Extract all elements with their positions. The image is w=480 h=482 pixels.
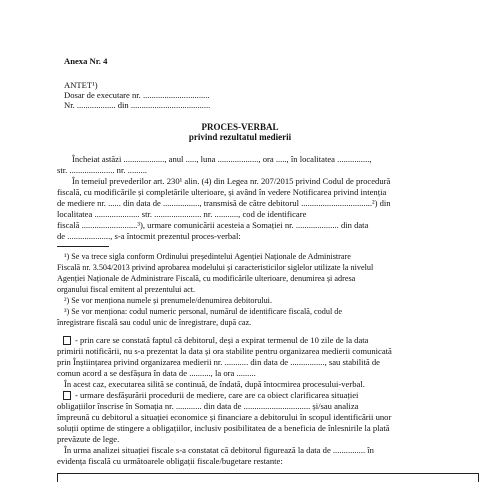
obligations-table	[57, 473, 479, 482]
footnote-line: ³) Se vor menționa: codul numeric personal, numărul de identificare fiscală, codul de	[64, 307, 343, 316]
annex-label: Anexa Nr. 4	[64, 56, 108, 66]
body-line: de ...................., s-a întocmit prezentul proces-verbal:	[57, 231, 241, 241]
body-line: str. ..................... nr. .........	[57, 165, 147, 175]
dosar-line: Dosar de executare nr. ...............................	[64, 90, 210, 100]
option-line: comun acord a se desfășura în data de .........., la ora .........	[57, 368, 256, 378]
footnote-line: ²) Se vor menționa numele și prenumele/denumirea debitorului.	[64, 296, 272, 305]
footnote-line: înregistrare fiscală sau codul unic de înregistrare, după caz.	[57, 318, 252, 327]
option-line: prevăzute de lege.	[57, 434, 120, 444]
option-line: primirii notificării, nu s-a prezentat la data și ora stabilite pentru organizarea medierii comunicată	[57, 346, 392, 356]
option-line: În urma analizei situației fiscale s-a constatat că debitorul figurează la data de ............... în	[64, 445, 374, 455]
body-line: În temeiul prevederilor art. 230¹ alin. (4) din Legea nr. 207/2015 privind Codul de procedură	[72, 176, 391, 186]
footnote-line: organului fiscal emitent al prezentului act.	[57, 285, 196, 294]
option-line: În acest caz, executarea silită se continuă, de îndată, după întocmirea procesului-verbal.	[64, 379, 365, 389]
option-line: - prin care se constată faptul că debitorul, deși a expirat termenul de 10 zile de la data	[75, 335, 369, 345]
antet-label: ANTET¹)	[64, 80, 98, 90]
footnote-line: ¹) Se va trece sigla conform Ordinului președintelui Agenției Naționale de Administrare	[64, 252, 351, 261]
option-checkbox[interactable]	[63, 336, 71, 345]
body-line: fiscală, cu modificările și completările ulterioare, și având în vedere Notificarea privind intenția	[57, 187, 387, 197]
option-line: prin Înștiințarea privind organizarea medierii nr. ........... din data de ................, sau stabilită de	[57, 357, 380, 367]
body-line: localitatea ..................... str. ...................... nr. ..........., cod de identificare	[57, 209, 307, 219]
footnote-separator	[57, 246, 109, 247]
body-line: Încheiat astăzi ..................., anul ....., luna ..................., ora ....., în localitatea ...............,	[72, 154, 372, 164]
footnote-line: Agenției Naționale de Administrare Fiscală, cu modificările ulterioare, denumirea și adresa	[57, 274, 356, 283]
nr-din-line: Nr. .................. din .....................................	[64, 100, 211, 110]
document-subtitle: privind rezultatul medierii	[188, 132, 292, 142]
option-line: soluții optime de stingere a obligațiilor, inclusiv posibilitatea de a beneficia de înlesnirile la plată	[57, 423, 390, 433]
option-line: obligațiilor înscrise în Somația nr. ............ din data de ............................... și/sau analiza	[57, 401, 359, 411]
option-line: împreună cu debitorul a situației economice și financiare a debitorului în scopul identificării unor	[57, 412, 392, 422]
option-checkbox[interactable]	[63, 391, 71, 400]
body-line: fiscală ..........................³), urmare comunicării acesteia a Somației nr. .................... din data	[57, 220, 369, 230]
footnote-line: Fiscală nr. 3.504/2013 privind aprobarea modelului și caracteristicilor siglelor utilizate la nivelul	[57, 263, 374, 272]
body-line: de mediere nr. ...... din data de ................., transmisă de către debitorul .................................²) din	[57, 198, 391, 208]
document-title: PROCES-VERBAL	[201, 122, 279, 132]
option-line: evidența fiscală cu următoarele obligații fiscale/bugetare restante:	[57, 456, 283, 466]
option-line: - urmare desfășurării procedurii de mediere, care are ca obiect clarificarea situației	[75, 390, 359, 400]
